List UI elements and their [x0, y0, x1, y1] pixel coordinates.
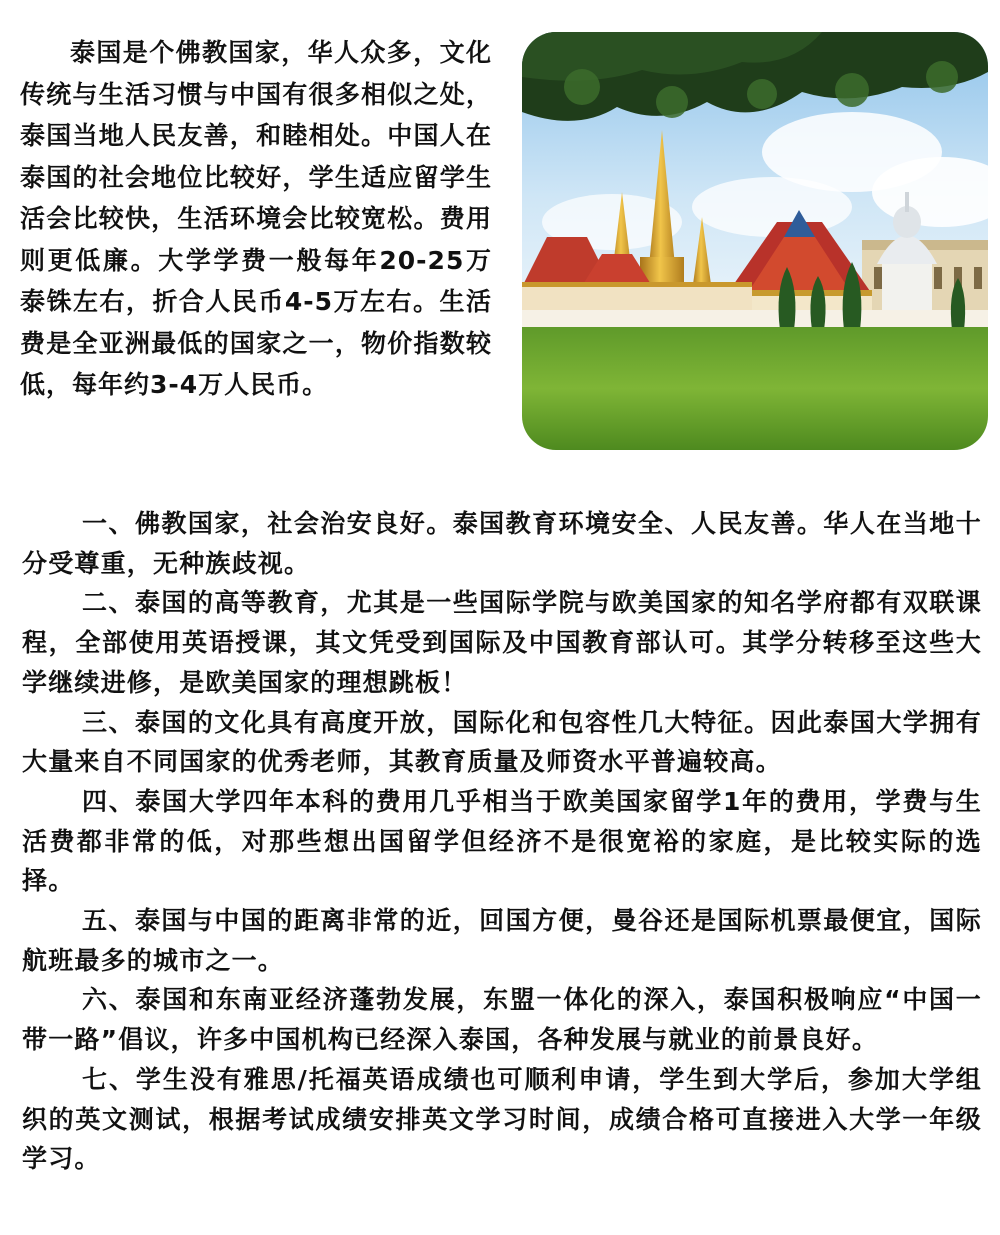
advantage-item-7: 七、学生没有雅思/托福英语成绩也可顺利申请，学生到大学后，参加大学组织的英文测试，根据考试成绩安排英文学习时间，成绩合格可直接进入大学一年级学习。 [22, 1064, 982, 1174]
thai-temple-photo [522, 32, 988, 450]
advantage-item-4: 四、泰国大学四年本科的费用几乎相当于欧美国家留学1年的费用，学费与生活费都非常的低，对那些想出国留学但经济不是很宽裕的家庭，是比较实际的选择。 [22, 786, 982, 896]
advantage-item-2: 二、泰国的高等教育，尤其是一些国际学院与欧美国家的知名学府都有双联课程，全部使用英语授课，其文凭受到国际及中国教育部认可。其学分转移至这些大学继续进修，是欧美国家的理想跳板！ [22, 588, 982, 697]
advantage-item-3: 三、泰国的文化具有高度开放，国际化和包容性几大特征。因此泰国大学拥有大量来自不同国家的优秀老师，其教育质量及师资水平普遍较高。 [22, 707, 982, 777]
advantage-item-6: 六、泰国和东南亚经济蓬勃发展，东盟一体化的深入，泰国积极响应“中国一带一路”倡议，许多中国机构已经深入泰国，各种发展与就业的前景良好。 [22, 985, 982, 1055]
advantage-item-1: 一、佛教国家，社会治安良好。泰国教育环境安全、人民友善。华人在当地十分受尊重，无种族歧视。 [22, 509, 982, 578]
advantages-list [22, 504, 982, 1179]
advantage-item-5: 五、泰国与中国的距离非常的近，回国方便，曼谷还是国际机票最便宜，国际航班最多的城市之一。 [22, 906, 982, 975]
intro-paragraph: 泰国是个佛教国家，华人众多，文化传统与生活习惯与中国有很多相似之处，泰国当地人民友善，和睦相处。中国人在泰国的社会地位比较好，学生适应留学生活会比较快，生活环境会比较宽松。费用则更低廉。大学学费一般每年20-25万泰铢左右，折合人民币4-5万左右。生活费是全亚洲最低的国家之一，物价指数较低，每年约3-4万人民币。 [20, 38, 492, 399]
